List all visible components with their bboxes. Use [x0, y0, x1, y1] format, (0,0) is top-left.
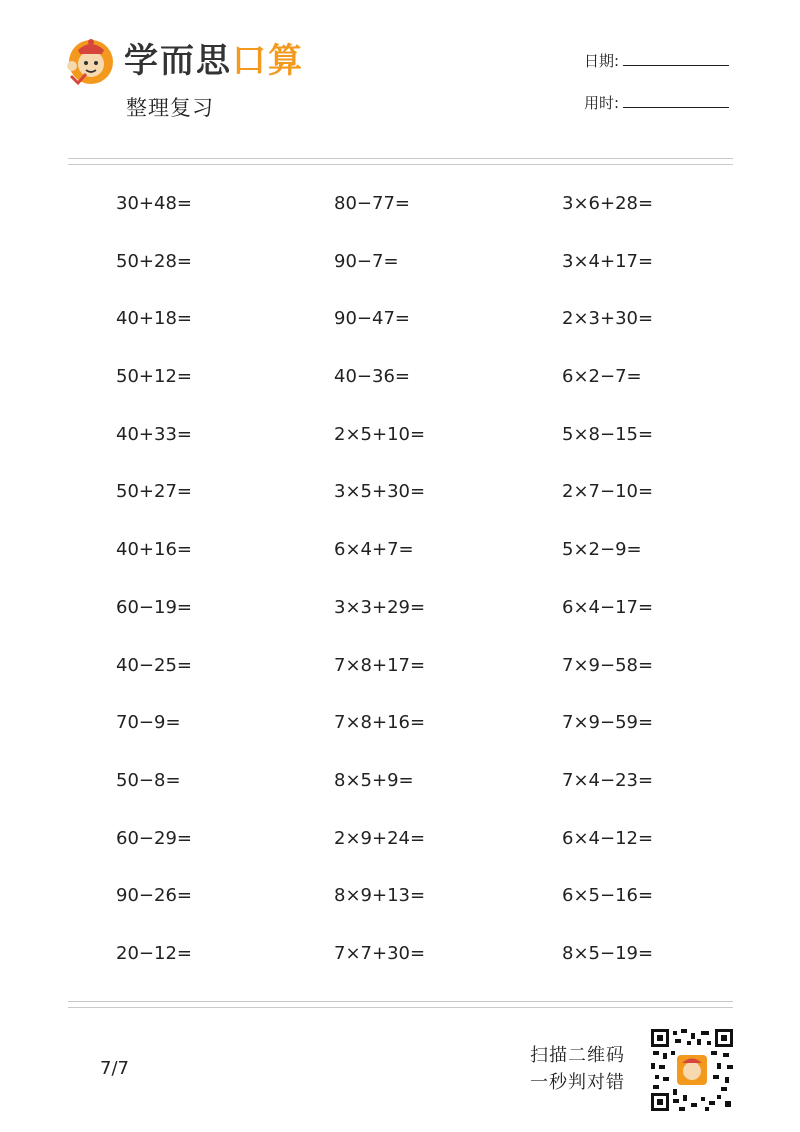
top-divider-inner: [68, 164, 733, 165]
problem-item: 90−26=: [116, 885, 192, 907]
problem-row: [0, 358, 800, 416]
problem-row: [0, 589, 800, 647]
problem-item: 6×5−16=: [562, 885, 654, 907]
problem-item: 3×5+30=: [334, 481, 426, 503]
problem-item: 50+28=: [116, 250, 192, 272]
problem-item: 40−36=: [334, 366, 410, 388]
problem-grid: [0, 185, 800, 993]
problem-row: [0, 300, 800, 358]
problem-row: [0, 531, 800, 589]
problem-item: 40+33=: [116, 423, 192, 445]
bottom-divider: [68, 1001, 733, 1002]
problem-item: 8×9+13=: [334, 885, 426, 907]
problem-item: 6×2−7=: [562, 366, 642, 388]
problem-item: 6×4+7=: [334, 539, 414, 561]
date-field[interactable]: [584, 50, 729, 71]
problem-item: 40+16=: [116, 539, 192, 561]
monkey-logo-icon: [66, 36, 116, 86]
problem-item: 40+18=: [116, 308, 192, 330]
scan-instructions: [530, 1042, 625, 1096]
brand-title: 学而思口算: [124, 41, 304, 81]
problem-item: 3×6+28=: [562, 193, 654, 214]
problem-item: 40−25=: [116, 654, 192, 676]
problem-item: 7×8+17=: [334, 654, 426, 676]
problem-item: 90−47=: [334, 308, 410, 330]
problem-item: 2×5+10=: [334, 423, 426, 445]
problem-item: 6×4−17=: [562, 596, 654, 618]
problem-item: 7×9−58=: [562, 654, 654, 676]
time-blank[interactable]: [623, 93, 729, 108]
problem-row: [0, 647, 800, 705]
problem-item: 8×5+9=: [334, 769, 414, 791]
problem-item: 7×4−23=: [562, 769, 654, 791]
problem-item: 2×3+30=: [562, 308, 654, 330]
problem-item: 50+27=: [116, 481, 192, 503]
problem-item: 30+48=: [116, 193, 192, 214]
problem-row: [0, 185, 800, 243]
scan-line-2: 一秒判对错: [530, 1072, 625, 1093]
time-label: 用时:: [584, 94, 620, 112]
top-divider: [68, 158, 733, 159]
qr-code-icon[interactable]: [651, 1029, 733, 1111]
problem-row: [0, 820, 800, 878]
problem-item: 2×9+24=: [334, 827, 426, 849]
problem-item: 20−12=: [116, 942, 192, 964]
problem-row: [0, 877, 800, 935]
problem-row: [0, 762, 800, 820]
problem-item: 90−7=: [334, 250, 399, 272]
problem-item: 6×4−12=: [562, 827, 654, 849]
problem-item: 3×3+29=: [334, 596, 426, 618]
date-blank[interactable]: [623, 51, 729, 66]
date-label: 日期:: [584, 52, 620, 70]
problem-item: 60−19=: [116, 596, 192, 618]
problem-row: [0, 473, 800, 531]
time-field[interactable]: [584, 92, 729, 113]
scan-line-1: 扫描二维码: [530, 1045, 625, 1066]
bottom-divider-inner: [68, 1007, 733, 1008]
problem-item: 50+12=: [116, 366, 192, 388]
problem-row: [0, 243, 800, 301]
problem-item: 5×2−9=: [562, 539, 642, 561]
problem-item: 60−29=: [116, 827, 192, 849]
problem-item: 2×7−10=: [562, 481, 654, 503]
problem-item: 3×4+17=: [562, 250, 654, 272]
problem-item: 50−8=: [116, 769, 181, 791]
problem-item: 80−77=: [334, 193, 410, 214]
problem-item: 8×5−19=: [562, 942, 654, 964]
problem-row: [0, 935, 800, 993]
problem-item: 7×8+16=: [334, 712, 426, 734]
page-subtitle: 整理复习: [126, 96, 214, 120]
page-number: 7/7: [100, 1058, 129, 1079]
problem-item: 7×9−59=: [562, 712, 654, 734]
problem-item: 5×8−15=: [562, 423, 654, 445]
problem-item: 7×7+30=: [334, 942, 426, 964]
problem-row: [0, 416, 800, 474]
problem-item: 70−9=: [116, 712, 181, 734]
problem-row: [0, 704, 800, 762]
